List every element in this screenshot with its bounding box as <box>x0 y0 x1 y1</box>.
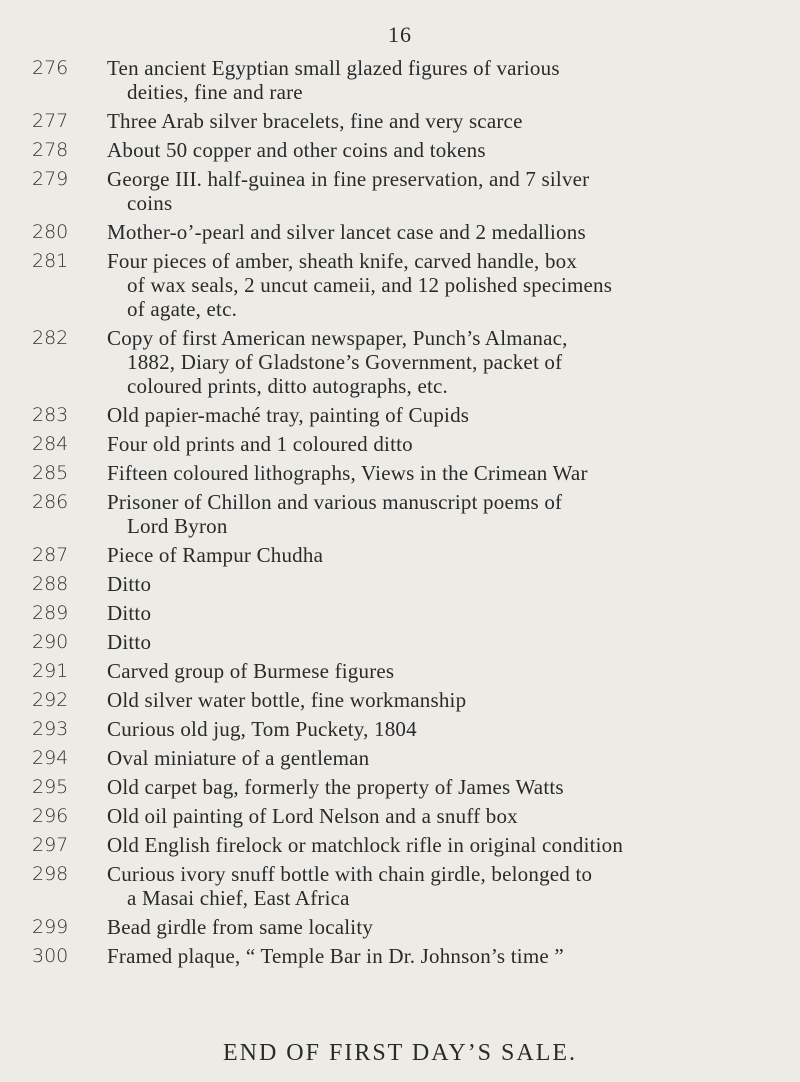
lot-description-line: Mother-o’-pearl and silver lancet case and 2 medallions <box>107 220 586 244</box>
lot-number: 283 <box>32 404 69 426</box>
lot-entry <box>0 688 800 712</box>
lot-entry <box>0 659 800 683</box>
lot-entry <box>0 249 800 321</box>
lot-entry <box>0 717 800 741</box>
lot-description-line: Oval miniature of a gentleman <box>107 746 370 770</box>
lot-entry <box>0 775 800 799</box>
lot-number: 298 <box>32 863 69 885</box>
lot-entry <box>0 746 800 770</box>
lot-description-line: Prisoner of Chillon and various manuscript poems of <box>107 490 563 514</box>
lot-description-line: Ditto <box>107 601 152 625</box>
lot-description <box>107 717 683 741</box>
lot-number: 277 <box>32 110 69 132</box>
lot-description <box>107 915 683 939</box>
lot-number: 288 <box>32 573 69 595</box>
lot-number: 276 <box>32 57 69 79</box>
lot-entry <box>0 167 800 215</box>
lot-number: 286 <box>32 491 69 513</box>
lot-number: 281 <box>32 250 69 272</box>
lot-description-line: Ditto <box>107 630 152 654</box>
lot-description-line: Bead girdle from same locality <box>107 915 374 939</box>
lot-description-line: a Masai chief, East Africa <box>127 886 350 910</box>
lot-description <box>107 490 683 538</box>
lot-number: 292 <box>32 689 69 711</box>
lot-entry <box>0 601 800 625</box>
lot-description-line: Piece of Rampur Chudha <box>107 543 324 567</box>
lot-number: 280 <box>32 221 69 243</box>
lot-description-line: Old English firelock or matchlock rifle in original condition <box>107 833 624 857</box>
lot-number: 289 <box>32 602 69 624</box>
lot-number: 299 <box>32 916 69 938</box>
lot-description-line: of agate, etc. <box>127 297 238 321</box>
lot-description <box>107 220 683 244</box>
lot-entry <box>0 543 800 567</box>
lot-description <box>107 746 683 770</box>
lot-number: 284 <box>32 433 69 455</box>
lot-description <box>107 432 683 456</box>
lot-description-line: Three Arab silver bracelets, fine and very scarce <box>107 109 523 133</box>
lot-number: 300 <box>32 945 69 967</box>
lot-number: 287 <box>32 544 69 566</box>
lot-entry <box>0 490 800 538</box>
lot-description <box>107 249 683 321</box>
lot-description-line: Copy of first American newspaper, Punch’s Almanac, <box>107 326 568 350</box>
lot-entry <box>0 56 800 104</box>
lot-description <box>107 775 683 799</box>
lot-description-line: Four old prints and 1 coloured ditto <box>107 432 413 456</box>
lot-description-line: Old silver water bottle, fine workmanship <box>107 688 467 712</box>
lot-description <box>107 543 683 567</box>
lot-entry <box>0 804 800 828</box>
lot-description-line: Ten ancient Egyptian small glazed figures of various <box>107 56 560 80</box>
lot-description-line: Old carpet bag, formerly the property of James Watts <box>107 775 564 799</box>
lot-description-line: Carved group of Burmese figures <box>107 659 395 683</box>
lot-description-line: Lord Byron <box>127 514 228 538</box>
lot-description <box>107 804 683 828</box>
end-of-sale-note: END OF FIRST DAY’S SALE. <box>222 1040 578 1066</box>
lot-description-line: 1882, Diary of Gladstone’s Government, packet of <box>127 350 563 374</box>
lot-number: 295 <box>32 776 69 798</box>
lot-description <box>107 167 683 215</box>
lot-entry <box>0 432 800 456</box>
lot-entry <box>0 944 800 968</box>
lot-entry <box>0 630 800 654</box>
lot-entry <box>0 833 800 857</box>
lot-entry <box>0 403 800 427</box>
lot-description-line: Framed plaque, “ Temple Bar in Dr. Johnson’s time ” <box>107 944 564 968</box>
lot-entry <box>0 326 800 398</box>
page-number: 16 <box>388 22 412 47</box>
lot-description <box>107 461 683 485</box>
lot-number: 279 <box>32 168 69 190</box>
lot-number: 297 <box>32 834 69 856</box>
lot-description-line: George III. half-guinea in fine preservation, and 7 silver <box>107 167 590 191</box>
lot-entry <box>0 138 800 162</box>
lot-description-line: Old oil painting of Lord Nelson and a snuff box <box>107 804 518 828</box>
lot-description <box>107 138 683 162</box>
lot-description <box>107 688 683 712</box>
lot-description <box>107 326 683 398</box>
lot-entry <box>0 915 800 939</box>
lot-entry <box>0 109 800 133</box>
lot-description-line: Old papier-maché tray, painting of Cupids <box>107 403 470 427</box>
lot-description <box>107 403 683 427</box>
lot-description-line: deities, fine and rare <box>127 80 303 104</box>
lot-number: 278 <box>32 139 69 161</box>
lot-entry <box>0 862 800 910</box>
lot-description <box>107 862 683 910</box>
lot-description-line: Curious old jug, Tom Puckety, 1804 <box>107 717 417 741</box>
lot-description-line: coins <box>127 191 173 215</box>
lot-number: 285 <box>32 462 69 484</box>
lot-description-line: coloured prints, ditto autographs, etc. <box>127 374 448 398</box>
lot-number: 290 <box>32 631 69 653</box>
lot-description <box>107 572 683 596</box>
lot-description-line: Four pieces of amber, sheath knife, carved handle, box <box>107 249 578 273</box>
lot-description-line: of wax seals, 2 uncut cameii, and 12 polished specimens <box>127 273 613 297</box>
lot-description <box>107 601 683 625</box>
lot-entry <box>0 572 800 596</box>
lot-number: 294 <box>32 747 69 769</box>
lot-description <box>107 944 683 968</box>
lot-entry <box>0 461 800 485</box>
lot-list <box>0 56 800 973</box>
lot-description-line: Fifteen coloured lithographs, Views in the Crimean War <box>107 461 588 485</box>
lot-number: 282 <box>32 327 69 349</box>
lot-number: 293 <box>32 718 69 740</box>
lot-description <box>107 659 683 683</box>
lot-description-line: Curious ivory snuff bottle with chain girdle, belonged to <box>107 862 593 886</box>
lot-entry <box>0 220 800 244</box>
lot-description <box>107 833 683 857</box>
lot-description <box>107 630 683 654</box>
lot-number: 296 <box>32 805 69 827</box>
lot-description-line: About 50 copper and other coins and tokens <box>107 138 486 162</box>
lot-number: 291 <box>32 660 69 682</box>
lot-description-line: Ditto <box>107 572 152 596</box>
lot-description <box>107 109 683 133</box>
lot-description <box>107 56 683 104</box>
